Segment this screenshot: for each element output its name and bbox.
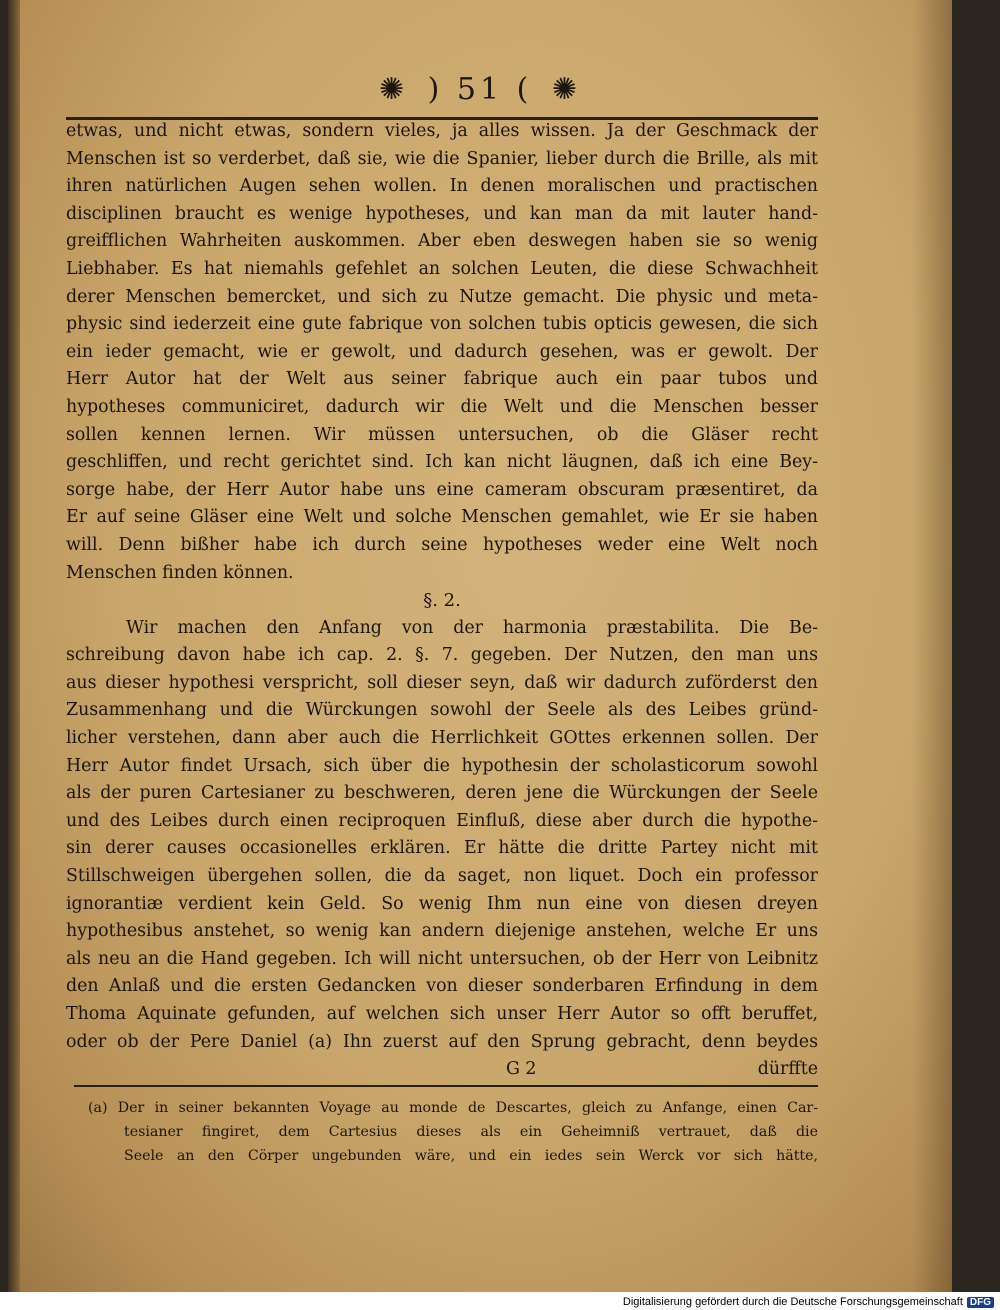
text-line: oder ob der Pere Daniel (a) Ihn zuerst auf den Sprung gebracht, denn beydes	[66, 1031, 818, 1052]
text-line: physic sind iederzeit eine gute fabrique von solchen tubis opticis gewesen, die sich	[66, 314, 818, 335]
text-line: ihren natürlichen Augen sehen wollen. In denen moralischen und practischen	[66, 176, 818, 197]
text-line: Menschen ist so verderbet, daß sie, wie die Spanier, lieber durch die Brille, als mit	[66, 148, 818, 169]
section-heading: §. 2.	[423, 590, 461, 612]
text-line: Menschen finden können.	[66, 562, 294, 583]
text-line: sorge habe, der Herr Autor habe uns eine cameram obscuram præsentiret, da	[66, 479, 818, 500]
book-page	[8, 0, 952, 1292]
text-line: aus dieser hypothesi verspricht, soll dieser seyn, daß wir dadurch zuförderst den	[66, 672, 818, 693]
credit-text: Digitalisierung gefördert durch die Deutsche Forschungsgemeinschaft	[622, 1296, 963, 1308]
ornament-left-icon: ✺	[378, 72, 409, 107]
text-line: Herr Autor hat der Welt aus seiner fabrique auch ein paar tubos und	[66, 369, 818, 390]
text-line: hypothesibus anstehet, so wenig kan andern diejenige anstehen, welche Er uns	[66, 921, 818, 942]
text-line: und des Leibes durch einen reciproquen Einfluß, diese aber durch die hypothe-	[66, 810, 818, 831]
page-number: ) 51 (	[427, 72, 533, 107]
footnote	[88, 1096, 818, 1168]
text-line: Wir machen den Anfang von der harmonia præstabilita. Die Be-	[126, 617, 818, 638]
footnote-rule	[74, 1085, 818, 1087]
footnote-line: tesianer fingiret, dem Cartesius dieses als ein Geheimniß vertrauet, daß die	[124, 1124, 818, 1140]
text-line: schreibung davon habe ich cap. 2. §. 7. gegeben. Der Nutzen, den man uns	[66, 645, 818, 666]
text-line: geschliffen, und recht gerichtet sind. Ich kan nicht läugnen, daß ich eine Bey-	[66, 452, 818, 473]
text-line: den Anlaß und die ersten Gedancken von dieser sonderbaren Erfindung in dem	[66, 976, 818, 997]
text-line: etwas, und nicht etwas, sondern vieles, ja alles wissen. Ja der Geschmack der	[66, 121, 818, 141]
text-line: Stillschweigen übergehen sollen, die da saget, non liquet. Doch ein professor	[66, 866, 818, 887]
dfg-logo: DFG	[967, 1297, 994, 1308]
text-line: disciplinen braucht es wenige hypotheses, und kan man da mit lauter hand-	[66, 203, 818, 224]
page-spine-edge	[8, 0, 20, 1292]
text-line: als der puren Cartesianer zu beschweren, deren jene die Würckungen der Seele	[66, 783, 818, 804]
page-header	[8, 72, 952, 107]
text-line: Zusammenhang und die Würckungen sowohl der Seele als des Leibes gründ-	[66, 700, 818, 721]
text-line: ignorantiæ verdient kein Geld. So wenig Ihm nun eine von diesen dreyen	[66, 893, 818, 914]
text-line: als neu an die Hand gegeben. Ich will nicht untersuchen, ob der Herr von Leibnitz	[66, 948, 818, 969]
catchword: dürffte	[757, 1059, 818, 1080]
text-line: greifflichen Wahrheiten auskommen. Aber eben deswegen haben sie so wenig	[66, 231, 818, 252]
footnote-line: (a) Der in seiner bekannten Voyage au monde de Descartes, gleich zu Anfange, einen Car-	[88, 1100, 818, 1116]
text-line: licher verstehen, dann aber auch die Herrlichkeit GOttes erkennen sollen. Der	[66, 728, 818, 749]
text-line: Liebhaber. Es hat niemahls gefehlet an solchen Leuten, die diese Schwachheit	[66, 258, 818, 279]
text-line: Herr Autor findet Ursach, sich über die hypothesin der scholasticorum sowohl	[66, 755, 818, 776]
ornament-right-icon: ✺	[551, 72, 582, 107]
signature-mark: G 2	[506, 1059, 537, 1080]
footnote-line: Seele an den Cörper ungebunden wäre, und ein iedes sein Werck vor sich hätte,	[124, 1148, 818, 1164]
text-line: ein ieder gemacht, wie er gewolt, und dadurch gesehen, was er gewolt. Der	[66, 341, 818, 362]
text-line: will. Denn bißher habe ich durch seine hypotheses weder eine Welt noch	[66, 534, 818, 555]
text-line: sin derer causes occasionelles erklären. Er hätte die dritte Partey nicht mit	[66, 838, 818, 859]
text-line: Thoma Aquinate gefunden, auf welchen sich unser Herr Autor so offt beruffet,	[66, 1004, 818, 1024]
text-line: hypotheses communiciret, dadurch wir die Welt und die Menschen besser	[66, 396, 818, 417]
catch-line	[66, 1056, 818, 1084]
main-text	[66, 118, 818, 1084]
digitization-credit	[623, 1296, 994, 1308]
text-line: Er auf seine Gläser eine Welt und solche Menschen gemahlet, wie Er sie haben	[66, 507, 818, 528]
text-line: derer Menschen bemercket, und sich zu Nutze gemacht. Die physic und meta-	[66, 286, 818, 307]
text-line: sollen kennen lernen. Wir müssen untersuchen, ob die Gläser recht	[66, 424, 818, 445]
